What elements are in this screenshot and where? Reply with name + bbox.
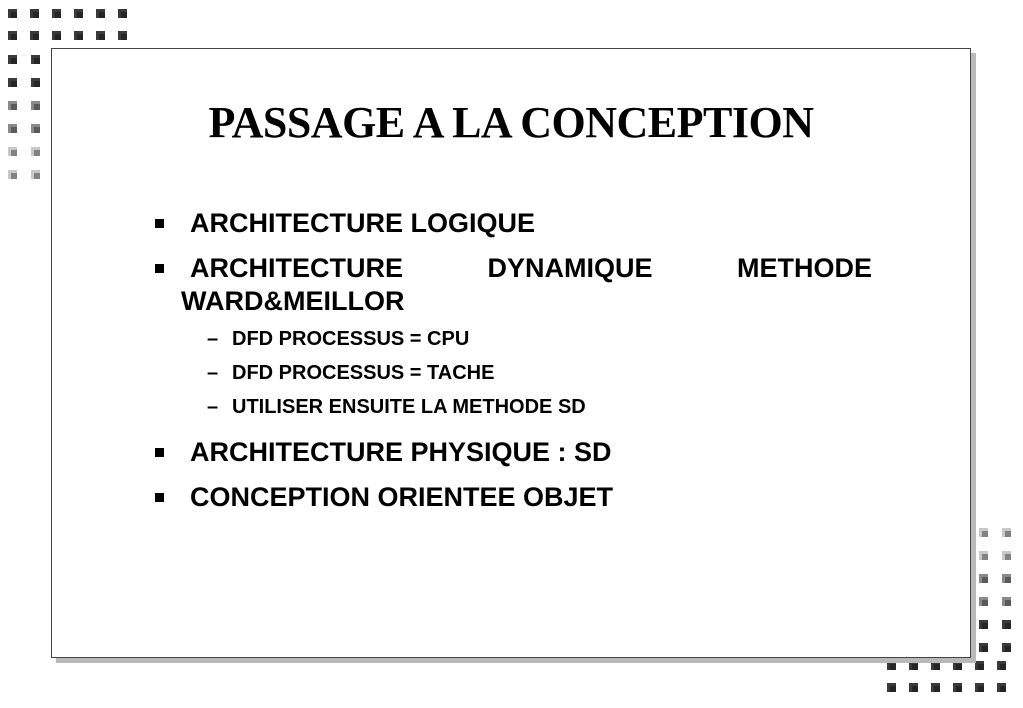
decorative-square (931, 683, 940, 692)
decorative-square (979, 620, 988, 629)
decorative-square (52, 9, 61, 18)
decorative-square (30, 31, 39, 40)
sub-bullet-text: UTILISER ENSUITE LA METHODE SD (232, 396, 586, 418)
square-bullet-icon (155, 493, 164, 502)
slide-title: PASSAGE A LA CONCEPTION (208, 98, 814, 147)
decorative-square (96, 9, 105, 18)
square-bullet-icon (155, 264, 164, 273)
decorative-square (8, 78, 17, 87)
dash-marker: – (207, 328, 219, 350)
sub-bullet-item (199, 356, 872, 390)
decorative-square (979, 551, 988, 560)
decorative-square (8, 9, 17, 18)
bullet-list (152, 207, 872, 526)
decorative-square (1002, 597, 1011, 606)
decorative-square (31, 78, 40, 87)
dash-marker: – (207, 362, 219, 384)
decorative-square (975, 661, 984, 670)
sub-bullet-item (199, 322, 872, 356)
decorative-square (1002, 620, 1011, 629)
decorative-square (979, 528, 988, 537)
decorative-square (1002, 643, 1011, 652)
slide (51, 48, 971, 658)
decorative-square (975, 683, 984, 692)
decorative-square (96, 31, 105, 40)
decorative-square (1002, 574, 1011, 583)
decorative-square (997, 661, 1006, 670)
decorative-square (74, 9, 83, 18)
decorative-square (52, 31, 61, 40)
decorative-square (31, 101, 40, 110)
decorative-square (118, 31, 127, 40)
decorative-square (8, 31, 17, 40)
decorative-square (31, 124, 40, 133)
bullet-word: METHODE (736, 253, 872, 283)
decorative-square (979, 597, 988, 606)
decorative-square (8, 147, 17, 156)
decorative-square (74, 31, 83, 40)
decorative-square (1002, 528, 1011, 537)
decorative-square (31, 147, 40, 156)
bullet-word: DYNAMIQUE (487, 253, 653, 283)
bullet-text: ARCHITECTURE PHYSIQUE : SD (190, 437, 612, 467)
bullet-item (152, 252, 872, 424)
sub-bullet-text: DFD PROCESSUS = CPU (232, 328, 470, 350)
dash-marker: – (207, 396, 219, 418)
decorative-square (8, 124, 17, 133)
bullet-text-line: WARD&MEILLOR (181, 286, 405, 316)
decorative-square (979, 643, 988, 652)
decorative-square (31, 55, 40, 64)
decorative-square (997, 683, 1006, 692)
decorative-square (909, 683, 918, 692)
bullet-word: ARCHITECTURE (190, 253, 403, 283)
bullet-text: CONCEPTION ORIENTEE OBJET (190, 482, 614, 512)
decorative-square (1002, 551, 1011, 560)
bullet-item (152, 481, 872, 514)
sub-bullet-text: DFD PROCESSUS = TACHE (232, 362, 495, 384)
sub-bullet-list (190, 322, 872, 424)
decorative-square (31, 170, 40, 179)
bullet-item (152, 207, 872, 240)
decorative-square (118, 9, 127, 18)
decorative-square (8, 170, 17, 179)
square-bullet-icon (155, 219, 164, 228)
decorative-square (8, 101, 17, 110)
decorative-square (30, 9, 39, 18)
decorative-square (953, 683, 962, 692)
bullet-text-line (190, 252, 872, 285)
decorative-square (887, 683, 896, 692)
square-bullet-icon (155, 448, 164, 457)
sub-bullet-item (199, 390, 872, 424)
bullet-text: ARCHITECTURE LOGIQUE (190, 208, 536, 238)
decorative-square (8, 55, 17, 64)
decorative-square (979, 574, 988, 583)
bullet-item (152, 436, 872, 469)
